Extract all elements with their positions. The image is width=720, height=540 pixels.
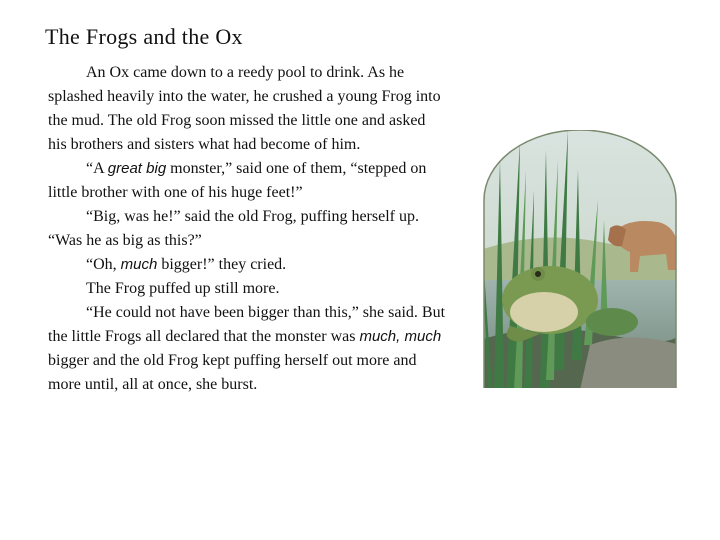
italic-text: much, much [359, 328, 442, 345]
story-paragraph [48, 301, 448, 397]
story-text [48, 61, 448, 397]
text-run: “Big, was he!” said the old Frog, puffing herself up. “Was he as big as this?” [48, 208, 419, 249]
text-run: An Ox came down to a reedy pool to drink. As he splashed heavily into the water, he crushed a young Frog into the mud. The old Frog soon missed the little one and asked his brothers and sisters what had become of him. [48, 64, 441, 153]
italic-text: great big [107, 160, 167, 177]
text-run: “A [86, 160, 108, 177]
story-paragraph [48, 205, 448, 253]
text-run: “Oh, [86, 256, 121, 273]
story-paragraph [48, 277, 448, 301]
text-run: “He could not have been bigger than this,” she said. But the little Frogs all declared that the monster was [48, 304, 446, 345]
story-paragraph [48, 61, 448, 157]
story-paragraph [48, 253, 448, 277]
page-title: The Frogs and the Ox [45, 24, 243, 49]
text-run: monster,” said one of them, “stepped on little brother with one of his huge feet!” [48, 160, 427, 201]
text-run: bigger!” they cried. [157, 256, 287, 273]
text-run: The Frog puffed up still more. [86, 280, 280, 297]
story-paragraph [48, 157, 448, 205]
text-run: bigger and the old Frog kept puffing herself out more and more until, all at once, she burst. [48, 352, 417, 393]
frogs-and-ox-illustration [480, 130, 680, 390]
italic-text: much [120, 256, 158, 273]
